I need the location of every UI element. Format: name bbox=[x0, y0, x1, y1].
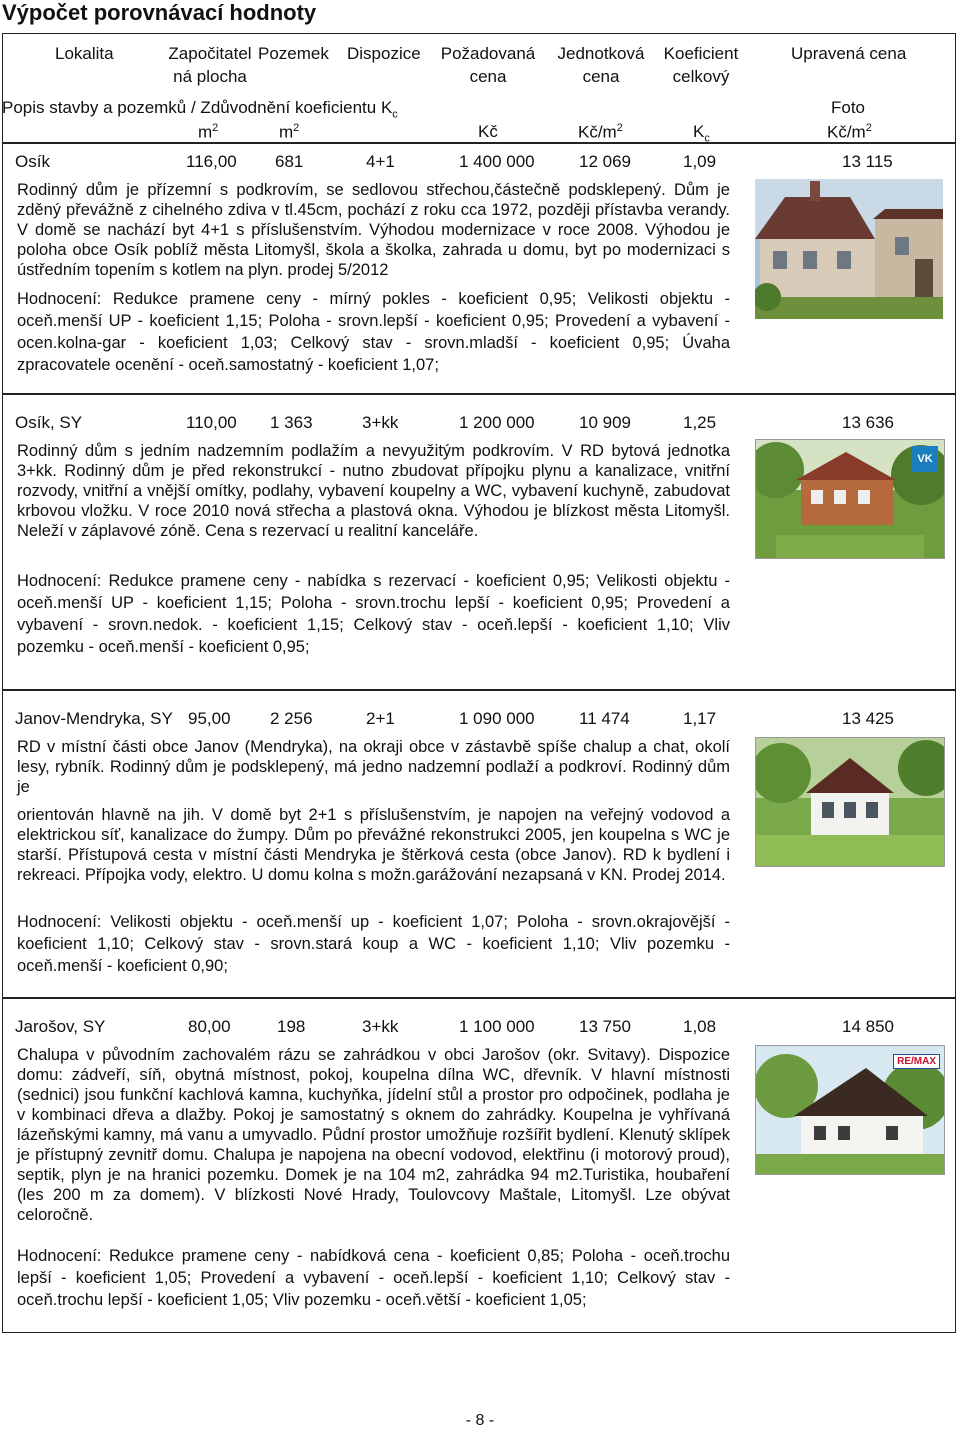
page-number: - 8 - bbox=[465, 1412, 495, 1429]
entry-lokalita: Osík bbox=[15, 152, 50, 171]
entry-koeficient: 1,09 bbox=[683, 152, 717, 171]
entry-lokalita: Osík, SY bbox=[15, 413, 83, 432]
entry-lokalita: Jarošov, SY bbox=[15, 1017, 106, 1036]
entry-popis: Chalupa v původním zachovalém rázu se zahrádkou v obci Jarošov (okr. Svitavy). Dispozice domu: zádveří, síň, obytná místnost, pokoj, koupelna dílna WC, dřevník. V hlavní místnosti (sednici) jsou funkční kachlová kamna, kuchyňka, jídelní stůl a prostor pro odpočinek, podlaha je v kombinaci dřeva a dlažby. Pokoj je samostatný s oknem do zahrádky. Koupelna je vyhřívaná lázeňskými kamny, má vanu a umyvadlo. Půdní prostor umožňuje rozšířit bydlení. Klenutý sklípek je přístupný zevnitř domu. Chalupa je napojena na obecní vodovod, elektřinu (i motorový proud), septik, plyn je na hranici pozemku. Domek je na 104 m2, zahrádka 94 m2.Turistika, houbaření (les 200 m za domem). V blízkosti Nové Hrady, Toulovcovy Maštale, Litomyšl. Lze obývat celoročně. bbox=[17, 1046, 730, 1224]
entry-dispozice: 4+1 bbox=[366, 152, 395, 171]
unit-kc: Kč bbox=[478, 122, 498, 141]
entry-popis-continued: orientován hlavně na jih. V domě byt 2+1 s příslušenstvím, je napojen na veřejný vodovod a elektrickou síť, kanalizace do žumpy. Dům po převážné rekonstrukci 2005, jen koupelna s WC je starší. Přístupová cesta v místní části Mendryka je štěrková cesta (obce Janov). RD k bydlení i rekreaci. Přípojka vody, elektro. U domu kolna s možn.garážování nezapsaná v KN. Prodej 2014. bbox=[17, 806, 730, 884]
entry-osik bbox=[2, 143, 956, 394]
house-photo bbox=[755, 179, 943, 319]
entry-hodnoceni: Hodnocení: Velikosti objektu - oceň.menší up - koeficient 1,07; Poloha - srovn.okrajovější - koeficient 1,10; Celkový stav - srovn.stará koup a WC - koeficient 1,10; Vliv pozemku - oceň.menší - koeficient 0,90; bbox=[17, 913, 730, 975]
table-header bbox=[2, 33, 956, 143]
entry-cena: 1 200 000 bbox=[459, 413, 535, 432]
popis-header: Popis stavby a pozemků / Zdůvodnění koeficientu $K_c$ bbox=[2, 98, 398, 121]
realty-logo: RE/MAX bbox=[893, 1054, 940, 1069]
entry-janov-mendryka bbox=[2, 690, 956, 998]
unit-m2-pozemek: $m^2$ bbox=[279, 122, 300, 142]
entry-jednotkova: 10 909 bbox=[579, 413, 631, 432]
col-upravena-cena: Upravená cena bbox=[791, 44, 907, 63]
entry-upravena: 13 636 bbox=[842, 413, 894, 432]
entry-hodnoceni: Hodnocení: Redukce pramene ceny - nabídka s rezervací - koeficient 0,95; Velikosti objektu - oceň.menší UP - koeficient 1,15; Poloha - srovn.trochu lepší - koeficient 0,95; Provedení a vybavení - srovn.nedok. - koeficient 1,15; Celkový stav - oceň.lepší - koeficient 1,10; Vliv pozemku - oceň.menší - koeficient 0,95; bbox=[17, 572, 730, 656]
col-pozadovana-cena: Požadovaná cena bbox=[440, 44, 536, 86]
entry-upravena: 13 115 bbox=[842, 152, 893, 171]
entry-plocha: 116,00 bbox=[186, 152, 237, 171]
entry-jednotkova: 12 069 bbox=[579, 152, 631, 171]
entry-plocha: 110,00 bbox=[186, 413, 237, 432]
unit-kc-m2: $Kč/m^2$ bbox=[578, 122, 623, 142]
col-koeficient-celkovy: Koeficient celkový bbox=[663, 44, 739, 86]
col-lokalita: Lokalita bbox=[55, 44, 114, 63]
entry-koeficient: 1,17 bbox=[683, 709, 717, 728]
foto-header: Foto bbox=[831, 98, 866, 117]
entry-dispozice: 2+1 bbox=[366, 709, 395, 728]
entry-pozemek: 198 bbox=[277, 1017, 306, 1036]
entry-lokalita: Janov-Mendryka, SY bbox=[15, 709, 173, 728]
entry-cena: 1 090 000 bbox=[459, 709, 535, 728]
col-pozemek: Pozemek bbox=[258, 44, 329, 63]
entry-upravena: 13 425 bbox=[842, 709, 894, 728]
entry-jednotkova: 13 750 bbox=[579, 1017, 631, 1036]
unit-kc-m2-upravena: $Kč/m^2$ bbox=[827, 122, 872, 142]
house-photo bbox=[755, 737, 945, 867]
entry-plocha: 80,00 bbox=[188, 1017, 231, 1036]
entry-osik-sy bbox=[2, 394, 956, 690]
realty-logo: VK bbox=[912, 446, 938, 472]
house-photo bbox=[755, 439, 945, 559]
house-photo bbox=[755, 1045, 945, 1175]
col-zapocitatelna-plocha: Započitatel ná plocha bbox=[168, 44, 252, 86]
col-jednotkova-cena: Jednotková cena bbox=[557, 44, 645, 86]
entry-hodnoceni: Hodnocení: Redukce pramene ceny - nabídková cena - koeficient 0,85; Poloha - oceň.trochu lepší - koeficient 1,05; Provedení a vybavení - oceň.lepší - koeficient 1,10; Celkový stav - oceň.trochu lepší - koeficient 1,05; Vliv pozemku - oceň.větší - koeficient 1,05; bbox=[17, 1247, 730, 1309]
entry-koeficient: 1,25 bbox=[683, 413, 717, 432]
page-title: Výpočet porovnávací hodnoty bbox=[2, 0, 317, 25]
entry-plocha: 95,00 bbox=[188, 709, 231, 728]
entry-cena: 1 400 000 bbox=[459, 152, 535, 171]
entry-popis: Rodinný dům s jedním nadzemním podlažím a nevyužitým podkrovím. V RD bytová jednotka 3+kk. Rodinný dům je před rekonstrukcí - nutno zbudovat přípojku plynu a kanalizace, vnitřní rozvody, vnitřní a vnější omítky, podlahy, vybavení koupelny a WC, vybavení kuchyně, zabudovat krbovou vložku. V roce 2010 nová střecha a plastová okna. Výhodou je blízkost města Litomyšl. Neleží v záplavové zóně. Cena s rezervací u realitní kanceláře. bbox=[17, 442, 730, 540]
entry-hodnoceni: Hodnocení: Redukce pramene ceny - mírný pokles - koeficient 0,95; Velikosti objektu - oceň.menší UP - koeficient 1,15; Poloha - srovn.lepší - koeficient 0,95; Provedení a vybavení - ocen.kolna-gar - koeficient 1,03; Celkový stav - srovn.mladší - koeficient 0,95; Úvaha zpracovatele ocenění - oceň.samostatný - koeficient 1,07; bbox=[17, 290, 730, 374]
unit-m2-plocha: $m^2$ bbox=[198, 122, 219, 142]
entry-pozemek: 681 bbox=[275, 152, 304, 171]
entry-dispozice: 3+kk bbox=[362, 1017, 399, 1036]
entry-pozemek: 1 363 bbox=[270, 413, 313, 432]
col-dispozice: Dispozice bbox=[347, 44, 421, 63]
entry-cena: 1 100 000 bbox=[459, 1017, 535, 1036]
entry-upravena: 14 850 bbox=[842, 1017, 894, 1036]
entry-pozemek: 2 256 bbox=[270, 709, 313, 728]
entry-popis: RD v místní části obce Janov (Mendryka), na okraji obce v zástavbě spíše chalup a chat, okolí lesy, rybník. Rodinný dům je podsklepený, má jedno nadzemní podlaží a podkroví. Rodinný dům je bbox=[17, 738, 730, 796]
entry-jednotkova: 11 474 bbox=[579, 709, 630, 728]
entry-popis: Rodinný dům je přízemní s podkrovím, se sedlovou střechou,částečně podsklepený. Dům je zděný převážně z cihelného zdiva v tl.45cm, pochází z roku cca 1972, později přístavba verandy. V domě se nachází byt 4+1 s příslušenstvím. Výhodou modernizace v roce 2008. Výhodou je poloha obce Osík poblíž města Litomyšl, škola a školka, zahrada u domu, byt po modernizaci s ústředním topením s kotlem na plyn. prodej 5/2012 bbox=[17, 181, 730, 279]
entry-jarosov bbox=[2, 998, 956, 1333]
entry-koeficient: 1,08 bbox=[683, 1017, 717, 1036]
unit-kc-coef: $K_c$ bbox=[693, 122, 710, 145]
entry-dispozice: 3+kk bbox=[362, 413, 399, 432]
